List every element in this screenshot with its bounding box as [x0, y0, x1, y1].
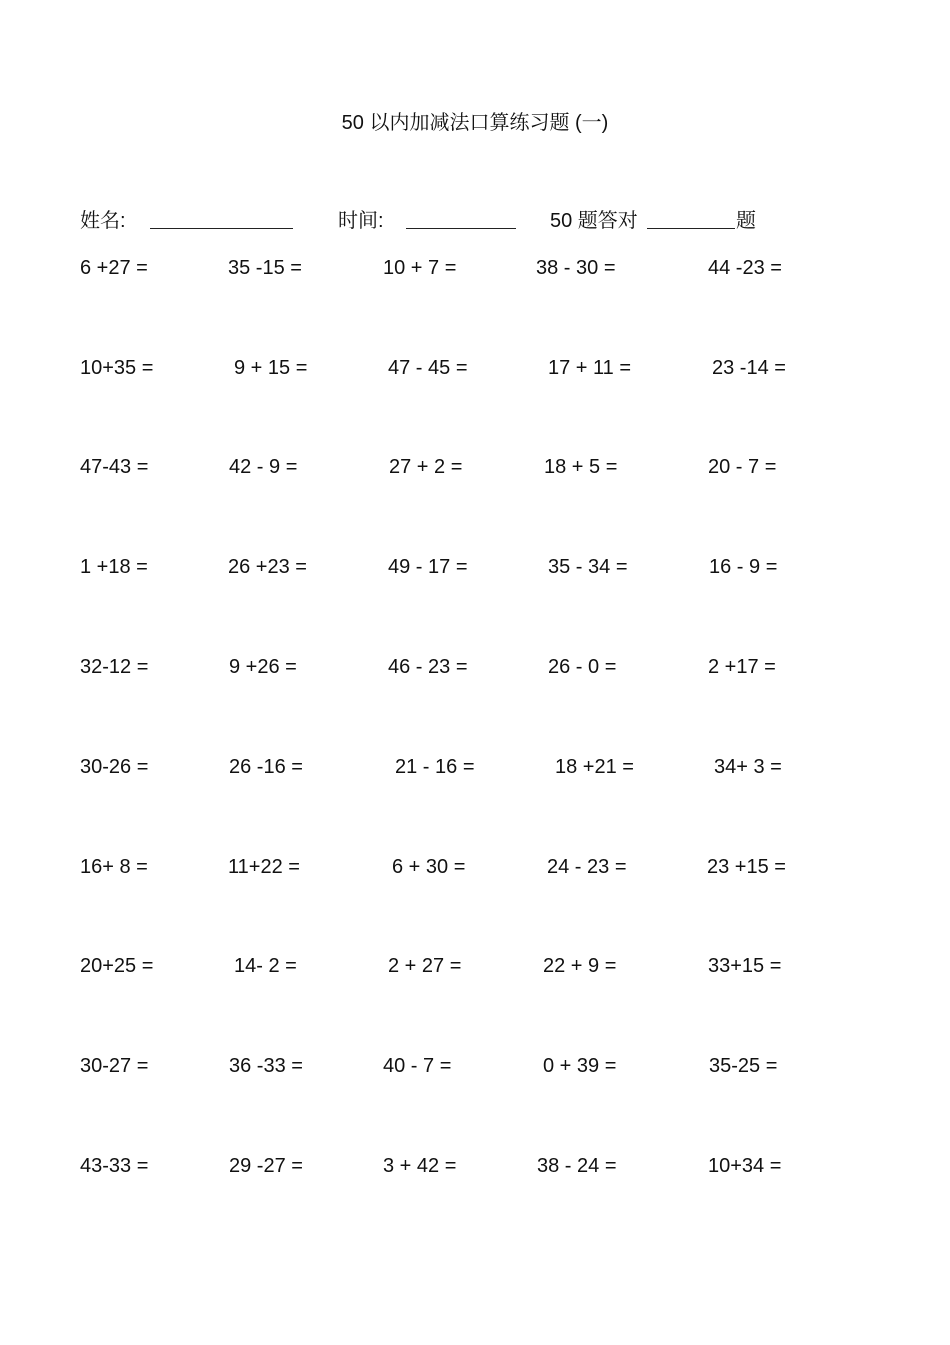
problem-item: 9 + 15 =: [234, 357, 308, 379]
problem-item: 46 - 23 =: [388, 656, 468, 678]
problem-item: 23 +15 =: [707, 856, 786, 878]
problem-row: [0, 1155, 950, 1185]
problem-item: 22 + 9 =: [543, 955, 617, 977]
problem-item: 47 - 45 =: [388, 357, 468, 379]
name-blank[interactable]: [150, 228, 293, 229]
problem-row: [0, 955, 950, 985]
problem-item: 26 +23 =: [228, 556, 307, 578]
problem-row: [0, 556, 950, 586]
problem-item: 38 - 30 =: [536, 257, 616, 279]
problem-item: 40 - 7 =: [383, 1055, 452, 1077]
problem-item: 30-27 =: [80, 1055, 149, 1077]
time-label: 时间:: [338, 210, 384, 232]
problem-item: 1 +18 =: [80, 556, 148, 578]
problem-item: 23 -14 =: [712, 357, 786, 379]
problem-item: 0 + 39 =: [543, 1055, 617, 1077]
name-label: 姓名:: [80, 210, 126, 232]
problem-item: 17 + 11 =: [548, 357, 632, 379]
problem-item: 10 + 7 =: [383, 257, 457, 279]
problem-item: 9 +26 =: [229, 656, 297, 678]
problem-item: 10+35 =: [80, 357, 154, 379]
problem-item: 30-26 =: [80, 756, 149, 778]
problem-item: 24 - 23 =: [547, 856, 627, 878]
problem-row: [0, 257, 950, 287]
problem-item: 47-43 =: [80, 456, 149, 478]
time-blank[interactable]: [406, 228, 516, 229]
score-blank[interactable]: [647, 228, 735, 229]
problem-item: 35 - 34 =: [548, 556, 628, 578]
problem-item: 44 -23 =: [708, 257, 782, 279]
problem-item: 33+15 =: [708, 955, 782, 977]
problem-item: 20 - 7 =: [708, 456, 777, 478]
problem-item: 35-25 =: [709, 1055, 778, 1077]
problem-item: 18 + 5 =: [544, 456, 618, 478]
problem-item: 6 +27 =: [80, 257, 148, 279]
problem-item: 26 -16 =: [229, 756, 303, 778]
problem-item: 16 - 9 =: [709, 556, 778, 578]
problem-item: 32-12 =: [80, 656, 149, 678]
problem-item: 35 -15 =: [228, 257, 302, 279]
problem-row: [0, 456, 950, 486]
problem-item: 11+22 =: [228, 856, 300, 878]
problem-item: 6 + 30 =: [392, 856, 466, 878]
problem-item: 49 - 17 =: [388, 556, 468, 578]
problem-item: 38 - 24 =: [537, 1155, 617, 1177]
problem-item: 16+ 8 =: [80, 856, 148, 878]
problem-item: 21 - 16 =: [395, 756, 475, 778]
problem-item: 29 -27 =: [229, 1155, 303, 1177]
problem-item: 27 + 2 =: [389, 456, 463, 478]
problem-item: 14- 2 =: [234, 955, 297, 977]
problem-row: [0, 656, 950, 686]
problem-item: 10+34 =: [708, 1155, 782, 1177]
problem-item: 18 +21 =: [555, 756, 634, 778]
problem-item: 20+25 =: [80, 955, 154, 977]
problem-item: 36 -33 =: [229, 1055, 303, 1077]
problem-item: 26 - 0 =: [548, 656, 617, 678]
score-prefix-label: 50 题答对: [550, 210, 638, 232]
problem-row: [0, 856, 950, 886]
problem-row: [0, 756, 950, 786]
problem-item: 2 + 27 =: [388, 955, 462, 977]
problem-item: 34+ 3 =: [714, 756, 782, 778]
score-suffix-label: 题: [736, 210, 756, 232]
worksheet-title: 50 以内加减法口算练习题 (一): [341, 112, 609, 134]
problem-item: 3 + 42 =: [383, 1155, 457, 1177]
problem-item: 42 - 9 =: [229, 456, 298, 478]
problem-item: 43-33 =: [80, 1155, 149, 1177]
problem-row: [0, 357, 950, 387]
problem-item: 2 +17 =: [708, 656, 776, 678]
problem-row: [0, 1055, 950, 1085]
